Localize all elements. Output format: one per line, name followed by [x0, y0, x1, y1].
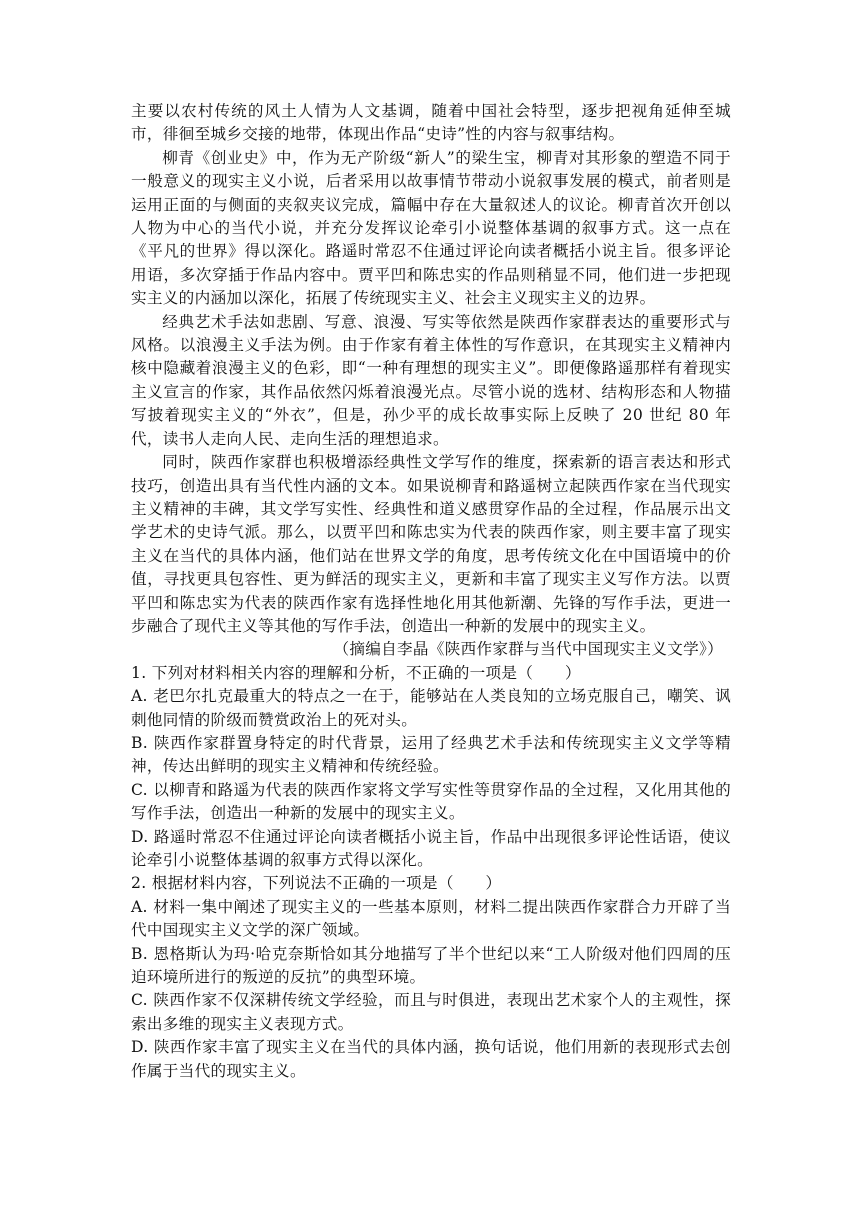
option-c: C. 陕西作家不仅深耕传统文学经验，而且与时俱进，表现出艺术家个人的主观性，探索出多维的现实主义表现方式。	[131, 991, 731, 1033]
exam-page	[131, 100, 731, 1083]
article-paragraph: 主要以农村传统的风土人情为人文基调，随着中国社会特型，逐步把视角延伸至城市，徘徊至城乡交接的地带，体现出作品“史诗”性的内容与叙事结构。	[131, 102, 731, 144]
article-paragraph: 经典艺术手法如悲剧、写意、浪漫、写实等依然是陕西作家群表达的重要形式与风格。以浪漫主义手法为例。由于作家有着主体性的写作意识，在其现实主义精神内核中隐藏着浪漫主义的色彩，即“一种有理想的现实主义”。即便像路遥那样有着现实主义宣言的作家，其作品依然闪烁着浪漫光点。尽管小说的选材、结构形态和人物描写披着现实主义的“外衣”，但是，孙少平的成长故事实际上反映了 20 世纪 80 年代，读书人走向人民、走向生活的理想追求。	[131, 312, 731, 448]
question-1	[131, 662, 731, 873]
option-c: C. 以柳青和路遥为代表的陕西作家将文学写实性等贯穿作品的全过程，又化用其他的写作手法，创造出一种新的发展中的现实主义。	[131, 780, 731, 823]
question-2	[131, 872, 731, 1083]
option-b: B. 恩格斯认为玛·哈克奈斯恰如其分地描写了半个世纪以来“工人阶级对他们四周的压迫环境所进行的叛逆的反抗”的典型环境。	[131, 944, 731, 987]
article-paragraph: 柳青《创业史》中，作为无产阶级“新人”的梁生宝，柳青对其形象的塑造不同于一般意义的现实主义小说，后者采用以故事情节带动小说叙事发展的模式，前者则是运用正面的与侧面的夹叙夹议完成，篇幅中存在大量叙述人的议论。柳青首次开创以人物为中心的当代小说，并充分发挥议论牵引小说整体基调的叙事方式。这一点在《平凡的世界》得以深化。路遥时常忍不住通过评论向读者概括小说主旨。很多评论用语，多次穿插于作品内容中。贾平凹和陈忠实的作品则稍显不同，他们进一步把现实主义的内涵加以深化，拓展了传统现实主义、社会主义现实主义的边界。	[131, 148, 731, 308]
option-a: A. 老巴尔扎克最重大的特点之一在于，能够站在人类良知的立场克服自己，嘲笑、讽刺他同情的阶级而赞赏政治上的死对头。	[131, 687, 731, 729]
option-b: B. 陕西作家群置身特定的时代背景，运用了经典艺术手法和传统现实主义文学等精神，传达出鲜明的现实主义精神和传统经验。	[131, 733, 731, 776]
option-d: D. 陕西作家丰富了现实主义在当代的具体内涵，换句话说，他们用新的表现形式去创作属于当代的现实主义。	[131, 1038, 731, 1080]
option-a: A. 材料一集中阐述了现实主义的一些基本原则，材料二提出陕西作家群合力开辟了当代中国现实主义文学的深广领域。	[131, 897, 731, 940]
article-paragraph: 同时，陕西作家群也积极增添经典性文学写作的维度，探索新的语言表达和形式技巧，创造出具有当代性内涵的文本。如果说柳青和路遥树立起陕西作家在当代现实主义精神的丰碑，其文学写实性、经典性和道义感贯穿作品的全过程，作品展示出文学艺术的史诗气派。那么，以贾平凹和陈忠实为代表的陕西作家，则主要丰富了现实主义在当代的具体内涵，他们站在世界文学的角度，思考传统文化在中国语境中的价值，寻找更具包容性、更为鲜活的现实主义，更新和丰富了现实主义写作方法。以贾平凹和陈忠实为代表的陕西作家有选择性地化用其他新潮、先锋的写作手法，更进一步融合了现代主义等其他的写作手法，创造出一种新的发展中的现实主义。	[131, 453, 731, 635]
article-source: （摘编自李晶《陕西作家群与当代中国现实主义文学》）	[333, 640, 723, 659]
question-stem: 1. 下列对材料相关内容的理解和分析，不正确的一项是（ ）	[131, 663, 581, 682]
question-stem: 2. 根据材料内容，下列说法不正确的一项是（ ）	[131, 874, 502, 893]
option-d: D. 路遥时常忍不住通过评论向读者概括小说主旨，作品中出现很多评论性话语，使议论牵引小说整体基调的叙事方式得以深化。	[131, 827, 731, 869]
